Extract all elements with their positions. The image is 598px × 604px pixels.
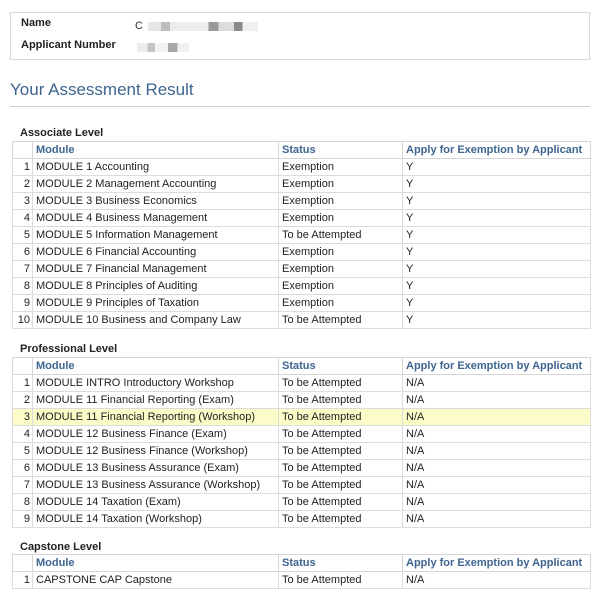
table-header-row — [13, 142, 591, 159]
status-cell: To be Attempted — [279, 426, 403, 443]
name-value — [135, 20, 258, 32]
apply-cell: Y — [403, 210, 591, 227]
redacted-name-block — [148, 22, 258, 31]
header-module: Module — [33, 142, 279, 159]
table-header-row — [13, 555, 591, 572]
apply-cell: N/A — [403, 409, 591, 426]
module-cell: MODULE 14 Taxation (Workshop) — [33, 511, 279, 528]
row-index: 1 — [13, 375, 33, 392]
module-cell: MODULE 3 Business Economics — [33, 193, 279, 210]
header-apply: Apply for Exemption by Applicant — [403, 555, 591, 572]
module-cell: MODULE 12 Business Finance (Workshop) — [33, 443, 279, 460]
apply-cell: Y — [403, 278, 591, 295]
apply-cell: Y — [403, 295, 591, 312]
table-header-row — [13, 358, 591, 375]
row-index: 6 — [13, 460, 33, 477]
table-row[interactable] — [13, 312, 591, 329]
module-cell: MODULE 7 Financial Management — [33, 261, 279, 278]
apply-cell: Y — [403, 227, 591, 244]
row-index: 3 — [13, 193, 33, 210]
table-row[interactable] — [13, 426, 591, 443]
row-index: 8 — [13, 494, 33, 511]
module-cell: MODULE 11 Financial Reporting (Exam) — [33, 392, 279, 409]
table-row[interactable] — [13, 375, 591, 392]
module-cell: CAPSTONE CAP Capstone — [33, 572, 279, 589]
row-index: 2 — [13, 176, 33, 193]
header-apply: Apply for Exemption by Applicant — [403, 142, 591, 159]
apply-cell: N/A — [403, 494, 591, 511]
status-cell: To be Attempted — [279, 227, 403, 244]
row-index: 4 — [13, 426, 33, 443]
associate-level-table — [12, 141, 591, 329]
module-cell: MODULE 6 Financial Accounting — [33, 244, 279, 261]
status-cell: To be Attempted — [279, 460, 403, 477]
apply-cell: Y — [403, 312, 591, 329]
module-cell: MODULE 11 Financial Reporting (Workshop) — [33, 409, 279, 426]
page-title: Your Assessment Result — [10, 80, 194, 99]
apply-cell: N/A — [403, 511, 591, 528]
module-cell: MODULE 1 Accounting — [33, 159, 279, 176]
table-row[interactable] — [13, 460, 591, 477]
header-status: Status — [279, 555, 403, 572]
header-index — [13, 142, 33, 159]
status-cell: To be Attempted — [279, 375, 403, 392]
module-cell: MODULE INTRO Introductory Workshop — [33, 375, 279, 392]
module-cell: MODULE 12 Business Finance (Exam) — [33, 426, 279, 443]
row-index: 8 — [13, 278, 33, 295]
status-cell: To be Attempted — [279, 494, 403, 511]
applicant-number-label: Applicant Number — [21, 39, 116, 51]
status-cell: Exemption — [279, 295, 403, 312]
table-row[interactable] — [13, 176, 591, 193]
status-cell: Exemption — [279, 278, 403, 295]
status-cell: To be Attempted — [279, 443, 403, 460]
applicant-number-value — [135, 41, 189, 53]
status-cell: To be Attempted — [279, 409, 403, 426]
header-module: Module — [33, 555, 279, 572]
apply-cell: N/A — [403, 426, 591, 443]
table-row[interactable] — [13, 511, 591, 528]
row-index: 2 — [13, 392, 33, 409]
status-cell: Exemption — [279, 210, 403, 227]
module-cell: MODULE 13 Business Assurance (Workshop) — [33, 477, 279, 494]
row-index: 6 — [13, 244, 33, 261]
row-index: 3 — [13, 409, 33, 426]
module-cell: MODULE 13 Business Assurance (Exam) — [33, 460, 279, 477]
apply-cell: Y — [403, 244, 591, 261]
table-row[interactable] — [13, 261, 591, 278]
status-cell: To be Attempted — [279, 392, 403, 409]
table-row[interactable] — [13, 392, 591, 409]
row-index: 4 — [13, 210, 33, 227]
header-status: Status — [279, 142, 403, 159]
status-cell: To be Attempted — [279, 511, 403, 528]
apply-cell: N/A — [403, 392, 591, 409]
status-cell: To be Attempted — [279, 312, 403, 329]
apply-cell: Y — [403, 176, 591, 193]
header-module: Module — [33, 358, 279, 375]
row-index: 10 — [13, 312, 33, 329]
status-cell: Exemption — [279, 261, 403, 278]
status-cell: Exemption — [279, 176, 403, 193]
professional-level-title: Professional Level — [20, 343, 118, 355]
apply-cell: Y — [403, 261, 591, 278]
table-row[interactable] — [13, 227, 591, 244]
apply-cell: N/A — [403, 477, 591, 494]
table-row[interactable] — [13, 477, 591, 494]
capstone-level-title: Capstone Level — [20, 541, 102, 553]
table-row[interactable] — [13, 409, 591, 426]
apply-cell: N/A — [403, 443, 591, 460]
apply-cell: N/A — [403, 460, 591, 477]
row-index: 7 — [13, 477, 33, 494]
table-row[interactable] — [13, 193, 591, 210]
status-cell: To be Attempted — [279, 477, 403, 494]
apply-cell: Y — [403, 193, 591, 210]
header-index — [13, 358, 33, 375]
row-index: 5 — [13, 443, 33, 460]
module-cell: MODULE 8 Principles of Auditing — [33, 278, 279, 295]
table-row[interactable] — [13, 244, 591, 261]
status-cell: Exemption — [279, 193, 403, 210]
apply-cell: N/A — [403, 375, 591, 392]
table-row[interactable] — [13, 443, 591, 460]
row-index: 1 — [13, 159, 33, 176]
status-cell: Exemption — [279, 159, 403, 176]
row-index: 5 — [13, 227, 33, 244]
applicant-info-box — [10, 12, 590, 60]
table-row[interactable] — [13, 278, 591, 295]
table-row[interactable] — [13, 210, 591, 227]
associate-level-title: Associate Level — [20, 127, 104, 139]
module-cell: MODULE 4 Business Management — [33, 210, 279, 227]
redacted-number-block — [137, 43, 189, 52]
name-label: Name — [21, 17, 51, 29]
capstone-level-table — [12, 554, 591, 589]
name-value-text: C — [135, 20, 143, 32]
table-row[interactable] — [13, 572, 591, 589]
row-index: 7 — [13, 261, 33, 278]
table-row[interactable] — [13, 159, 591, 176]
module-cell: MODULE 14 Taxation (Exam) — [33, 494, 279, 511]
apply-cell: Y — [403, 159, 591, 176]
title-divider — [10, 106, 590, 107]
row-index: 9 — [13, 295, 33, 312]
professional-level-table — [12, 357, 591, 528]
status-cell: To be Attempted — [279, 572, 403, 589]
row-index: 9 — [13, 511, 33, 528]
header-index — [13, 555, 33, 572]
module-cell: MODULE 9 Principles of Taxation — [33, 295, 279, 312]
apply-cell: N/A — [403, 572, 591, 589]
row-index: 1 — [13, 572, 33, 589]
header-apply: Apply for Exemption by Applicant — [403, 358, 591, 375]
table-row[interactable] — [13, 494, 591, 511]
module-cell: MODULE 5 Information Management — [33, 227, 279, 244]
module-cell: MODULE 2 Management Accounting — [33, 176, 279, 193]
header-status: Status — [279, 358, 403, 375]
status-cell: Exemption — [279, 244, 403, 261]
table-row[interactable] — [13, 295, 591, 312]
module-cell: MODULE 10 Business and Company Law — [33, 312, 279, 329]
